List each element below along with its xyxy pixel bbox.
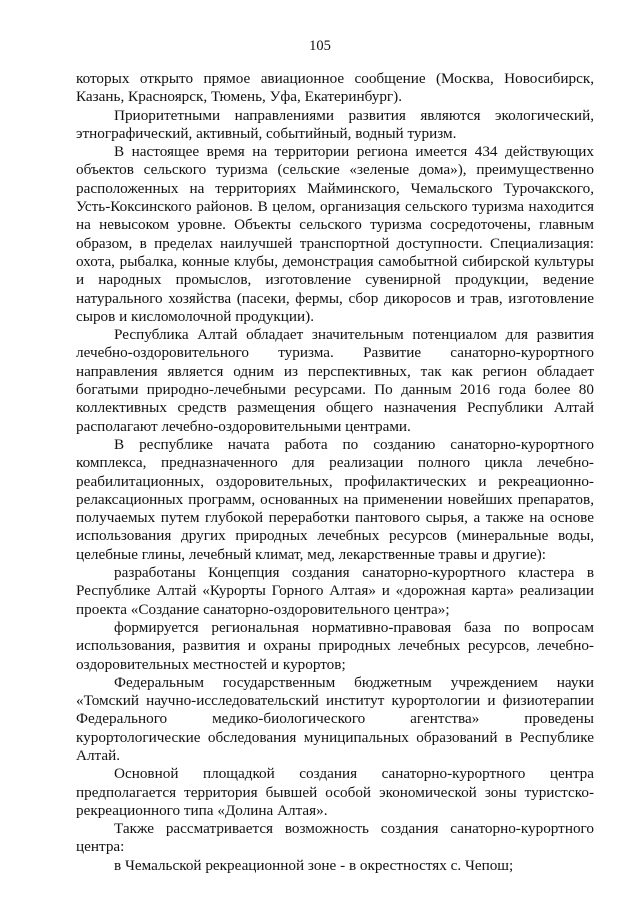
body-text (76, 70, 594, 875)
paragraph-6: разработаны Концепция создания санаторно-курортного кластера в Республике Алтай «Курорты Горного Алтая» и «дорожная карта» реализации проекта «Создание санаторно-оздоровительного центра»; (76, 564, 594, 618)
paragraph-8: Федеральным государственным бюджетным учреждением науки «Томский научно-исследовательский институт курортологии и физиотерапии Федерального медико-биологического агентства» проведены курортологические обследования муниципальных образований в Республике Алтай. (76, 673, 594, 764)
paragraph-10: Также рассматривается возможность создания санаторно-курортного центра: (76, 820, 594, 856)
page-number: 105 (309, 38, 331, 54)
paragraph-11: в Чемальской рекреационной зоне - в окрестностях с. Чепош; (114, 856, 514, 874)
paragraph-5: В республике начата работа по созданию санаторно-курортного комплекса, предназначенного для реализации полного цикла лечебно-реабилитационных, оздоровительных, профилактических и рекреационно-релаксационных программ, основанных на применении новейших препаратов, получаемых путем глубокой переработки пантового сырья, а также на основе использования других природных лечебных ресурсов (минеральные воды, целебные глины, лечебный климат, мед, лекарственные травы и другие): (76, 435, 594, 563)
paragraph-2: Приоритетными направлениями развития являются экологический, этнографический, активный, событийный, водный туризм. (76, 106, 594, 142)
paragraph-9: Основной площадкой создания санаторно-курортного центра предполагается территория бывшей особой экономической зоны туристско-рекреационного типа «Долина Алтая». (76, 765, 594, 819)
paragraph-7: формируется региональная нормативно-правовая база по вопросам использования, развития и охраны природных лечебных ресурсов, лечебно-оздоровительных местностей и курортов; (76, 618, 594, 673)
paragraph-1: которых открыто прямое авиационное сообщение (Москва, Новосибирск, Казань, Красноярск, Тюмень, Уфа, Екатеринбург). (76, 70, 594, 106)
paragraph-4: Республика Алтай обладает значительным потенциалом для развития лечебно-оздоровительного туризма. Развитие санаторно-курортного направления является одним из перспективных, так как регион обладает богатыми природно-лечебными ресурсами. По данным 2016 года более 80 коллективных средств размещения общего назначения Республики Алтай располагают лечебно-оздоровительными центрами. (76, 326, 594, 435)
paragraph-3: В настоящее время на территории региона имеется 434 действующих объектов сельского туризма (сельские «зеленые дома»), преимущественно расположенных на территориях Майминского, Чемальского Турочакского, Усть-Коксинского районов. В целом, организация сельского туризма находится на невысоком уровне. Объекты сельского туризма сосредоточены, главным образом, в пределах наилучшей транспортной доступности. Специализация: охота, рыбалка, конные клубы, демонстрация самобытной сибирской культуры и народных промыслов, изготовление сувенирной продукции, ведение натурального хозяйства (пасеки, фермы, сбор дикоросов и трав, изготовление сыров и кисломолочной продукции). (76, 143, 594, 325)
